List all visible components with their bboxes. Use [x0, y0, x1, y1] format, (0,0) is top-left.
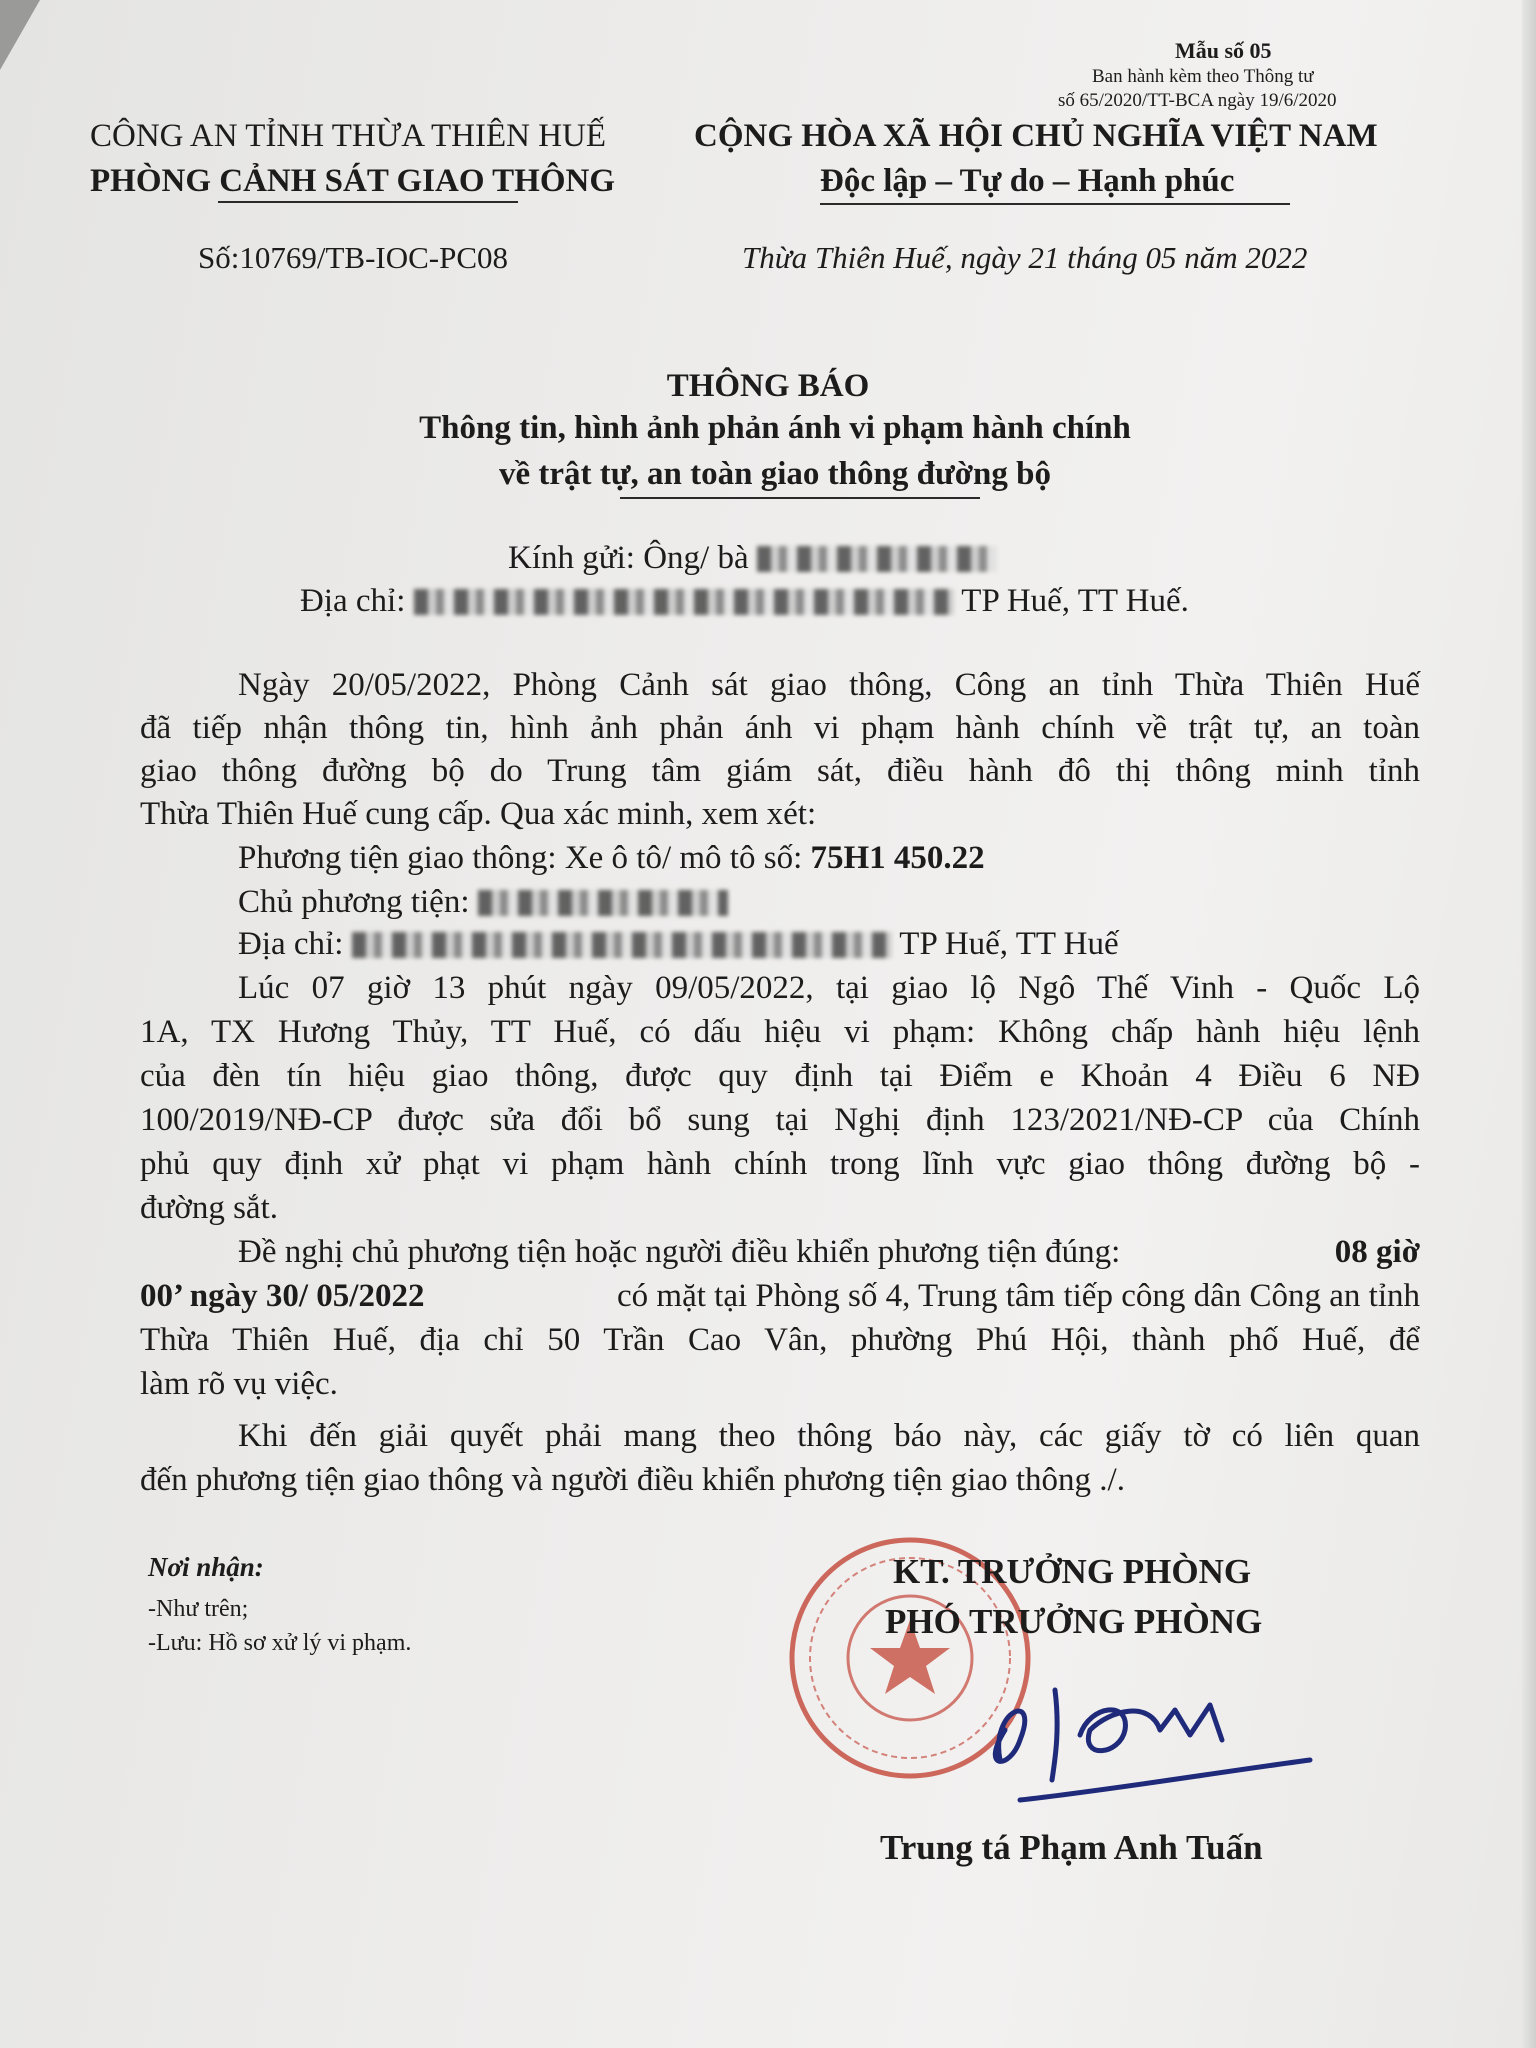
- body-paragraph2-line5: phủ quy định xử phạt vi phạm hành chính trong lĩnh vực giao thông đường bộ -: [140, 1146, 1420, 1182]
- body-paragraph3-line4: làm rõ vụ việc.: [140, 1366, 338, 1402]
- agency-name-line2: PHÒNG CẢNH SÁT GIAO THÔNG: [90, 163, 616, 199]
- owner-address-label: Địa chỉ:: [238, 926, 344, 962]
- vehicle-plate: 75H1 450.22: [810, 840, 985, 876]
- body-paragraph2-line4: 100/2019/NĐ-CP được sửa đổi bổ sung tại Nghị định 123/2021/NĐ-CP của Chính: [140, 1102, 1420, 1138]
- signer-name: Trung tá Phạm Anh Tuấn: [880, 1828, 1263, 1867]
- redacted-name: [757, 546, 997, 572]
- vehicle-label: Phương tiện giao thông: Xe ô tô/ mô tô số:: [238, 840, 803, 876]
- page-edge-shadow: [1522, 0, 1536, 2048]
- p3-line2-text: có mặt tại Phòng số 4, Trung tâm tiếp công dân Công an tỉnh: [617, 1278, 1420, 1314]
- form-number: Mẫu số 05: [1175, 38, 1272, 63]
- p3-line1-text: Đề nghị chủ phương tiện hoặc người điều khiển phương tiện đúng:: [238, 1234, 1121, 1270]
- document-number: Số:10769/TB-IOC-PC08: [198, 240, 509, 275]
- address-tail: TP Huế, TT Huế.: [961, 583, 1189, 619]
- addressee-line: [508, 540, 997, 577]
- redacted-address: [414, 589, 954, 615]
- body-paragraph1-line4: Thừa Thiên Huế cung cấp. Qua xác minh, xem xét:: [140, 796, 817, 832]
- body-paragraph4-line2: đến phương tiện giao thông và người điều khiển phương tiện giao thông ./.: [140, 1462, 1125, 1498]
- address-label: Địa chỉ:: [300, 583, 406, 619]
- receiver-item: -Như trên;: [148, 1596, 249, 1622]
- agency-underline: [218, 201, 518, 203]
- body-paragraph2-line1: Lúc 07 giờ 13 phút ngày 09/05/2022, tại giao lộ Ngô Thế Vinh - Quốc Lộ: [238, 970, 1420, 1006]
- document-subtitle-line1: Thông tin, hình ảnh phản ánh vi phạm hành chính: [419, 410, 1131, 446]
- subtitle-underline: [620, 497, 980, 499]
- body-paragraph1-line3: giao thông đường bộ do Trung tâm giám sát, điều hành đô thị thông minh tỉnh: [140, 753, 1420, 789]
- body-paragraph3-line2: [140, 1278, 1420, 1315]
- body-paragraph3-line1: [238, 1234, 1420, 1271]
- page-corner-shadow: [0, 0, 40, 70]
- receiver-item: -Lưu: Hồ sơ xử lý vi phạm.: [148, 1630, 412, 1656]
- addressee-address-line: [300, 583, 1189, 620]
- body-paragraph2-line2: 1A, TX Hương Thủy, TT Huế, có dấu hiệu vi phạm: Không chấp hành hiệu lệnh: [140, 1014, 1420, 1050]
- receivers-title: Nơi nhận:: [148, 1552, 264, 1582]
- signature-title-line1: KT. TRƯỞNG PHÒNG: [893, 1552, 1252, 1591]
- body-paragraph1-line1: Ngày 20/05/2022, Phòng Cảnh sát giao thông, Công an tỉnh Thừa Thiên Huế: [238, 667, 1420, 703]
- body-paragraph4-line1: Khi đến giải quyết phải mang theo thông báo này, các giấy tờ có liên quan: [238, 1418, 1420, 1454]
- form-issued-line2: số 65/2020/TT-BCA ngày 19/6/2020: [1058, 90, 1337, 111]
- redacted-owner: [478, 890, 728, 916]
- national-motto: Độc lập – Tự do – Hạnh phúc: [820, 163, 1235, 199]
- handwritten-signature: [960, 1650, 1320, 1810]
- document-subtitle-line2: về trật tự, an toàn giao thông đường bộ: [498, 456, 1051, 492]
- p3-line2-bold: 00’ ngày 30/ 05/2022: [140, 1278, 425, 1314]
- addressee-label: Kính gửi: Ông/ bà: [508, 540, 749, 576]
- vehicle-line: [238, 840, 985, 877]
- document-title: THÔNG BÁO: [666, 368, 870, 404]
- signature-title-line2: PHÓ TRƯỞNG PHÒNG: [885, 1602, 1263, 1641]
- national-title: CỘNG HÒA XÃ HỘI CHỦ NGHĨA VIỆT NAM: [694, 118, 1378, 154]
- agency-name-line1: CÔNG AN TỈNH THỪA THIÊN HUẾ: [90, 118, 607, 154]
- body-paragraph3-line3: Thừa Thiên Huế, địa chỉ 50 Trần Cao Vân, phường Phú Hội, thành phố Huế, để: [140, 1322, 1420, 1358]
- body-paragraph2-line3: của đèn tín hiệu giao thông, được quy định tại Điểm e Khoản 4 Điều 6 NĐ: [140, 1058, 1420, 1094]
- owner-label: Chủ phương tiện:: [238, 884, 470, 920]
- body-paragraph2-line6: đường sắt.: [140, 1190, 278, 1226]
- body-paragraph1-line2: đã tiếp nhận thông tin, hình ảnh phản ánh vi phạm hành chính về trật tự, an toàn: [140, 710, 1420, 746]
- redacted-owner-address: [352, 932, 892, 958]
- form-issued-line1: Ban hành kèm theo Thông tư: [1092, 66, 1314, 87]
- p3-line1-bold: 08 giờ: [1334, 1234, 1420, 1270]
- motto-underline: [820, 203, 1290, 205]
- owner-address-line: [238, 926, 1119, 963]
- owner-line: [238, 884, 728, 921]
- owner-address-tail: TP Huế, TT Huế: [899, 926, 1119, 962]
- document-date: Thừa Thiên Huế, ngày 21 tháng 05 năm 2022: [742, 240, 1308, 275]
